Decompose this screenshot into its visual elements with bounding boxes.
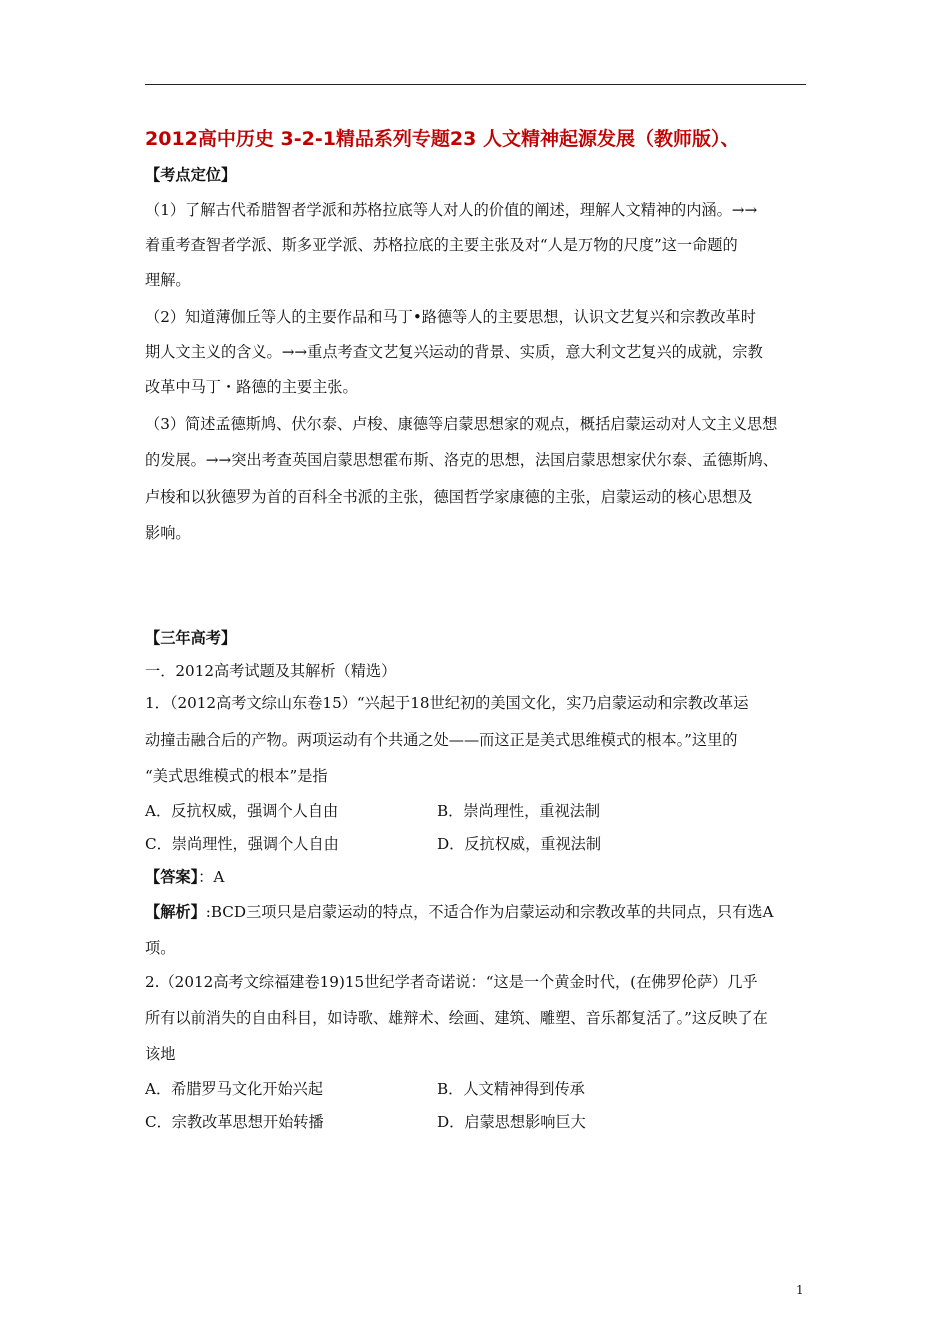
- kaodian-line: （1）了解古代希腊智者学派和苏格拉底等人对人的价值的阐述，理解人文精神的内涵。→→: [145, 201, 758, 219]
- page-number: 1: [796, 1283, 804, 1297]
- question-1-option-b: B．崇尚理性，重视法制: [437, 802, 601, 820]
- question-2-line: 所有以前消失的自由科目，如诗歌、雄辩术、绘画、建筑、雕塑、音乐都复活了。”这反映了在: [145, 1009, 768, 1027]
- kaodian-line: 影响。: [145, 524, 191, 542]
- question-2-line: 该地: [145, 1045, 176, 1063]
- question-1-answer: [145, 866, 224, 887]
- sannian-heading: 【三年高考】: [145, 629, 237, 647]
- kaodian-line: 卢梭和以狄德罗为首的百科全书派的主张，德国哲学家康德的主张，启蒙运动的核心思想及: [145, 488, 753, 506]
- document-title: 2012高中历史 3-2-1精品系列专题23 人文精神起源发展（教师版）、: [145, 128, 740, 150]
- section-heading: 一．2012高考试题及其解析（精选）: [145, 662, 397, 680]
- question-1-line: 动撞击融合后的产物。两项运动有个共通之处——而这正是美式思维模式的根本。”这里的: [145, 731, 738, 749]
- analysis-label: 【解析】: [145, 903, 206, 921]
- question-2-option-b: B．人文精神得到传承: [437, 1080, 585, 1098]
- question-1-option-d: D．反抗权威，重视法制: [437, 835, 602, 853]
- header-rule: [145, 84, 806, 85]
- analysis-text: :BCD三项只是启蒙运动的特点，不适合作为启蒙运动和宗教改革的共同点，只有选A: [205, 903, 774, 921]
- question-1-option-c: C．崇尚理性，强调个人自由: [145, 835, 339, 853]
- kaodian-line: 的发展。→→突出考查英国启蒙思想霍布斯、洛克的思想，法国启蒙思想家伏尔泰、孟德斯鸠、: [145, 451, 778, 469]
- answer-value: ：A: [198, 868, 225, 886]
- question-2-option-a: A．希腊罗马文化开始兴起: [145, 1080, 324, 1098]
- kaodian-line: （2）知道薄伽丘等人的主要作品和马丁•路德等人的主要思想，认识文艺复兴和宗教改革时: [145, 308, 756, 326]
- kaodian-line: 改革中马丁・路德的主要主张。: [145, 378, 358, 396]
- kaodian-line: （3）简述孟德斯鸠、伏尔泰、卢梭、康德等启蒙思想家的观点，概括启蒙运动对人文主义思想: [145, 415, 778, 433]
- question-1-line: 1．（2012高考文综山东卷15）“兴起于18世纪初的美国文化，实乃启蒙运动和宗教改革运: [145, 694, 749, 712]
- answer-label: 【答案】: [145, 868, 199, 886]
- kaodian-line: 期人文主义的含义。→→重点考查文艺复兴运动的背景、实质，意大利文艺复兴的成就，宗教: [145, 343, 763, 361]
- kaodian-line: 着重考查智者学派、斯多亚学派、苏格拉底的主要主张及对“人是万物的尺度”这一命题的: [145, 236, 738, 254]
- question-2-option-d: D．启蒙思想影响巨大: [437, 1113, 586, 1131]
- question-1-analysis: [145, 901, 773, 922]
- question-1-line: “美式思维模式的根本”是指: [145, 767, 328, 785]
- question-1-option-a: A．反抗权威，强调个人自由: [145, 802, 339, 820]
- kaodian-heading: 【考点定位】: [145, 166, 237, 184]
- question-1-analysis-line: 项。: [145, 939, 176, 957]
- question-2-line: 2.（2012高考文综福建卷19)15世纪学者奇诺说：“这是一个黄金时代，(在佛罗伦萨）几乎: [145, 973, 758, 991]
- kaodian-line: 理解。: [145, 271, 191, 289]
- question-2-option-c: C．宗教改革思想开始转播: [145, 1113, 324, 1131]
